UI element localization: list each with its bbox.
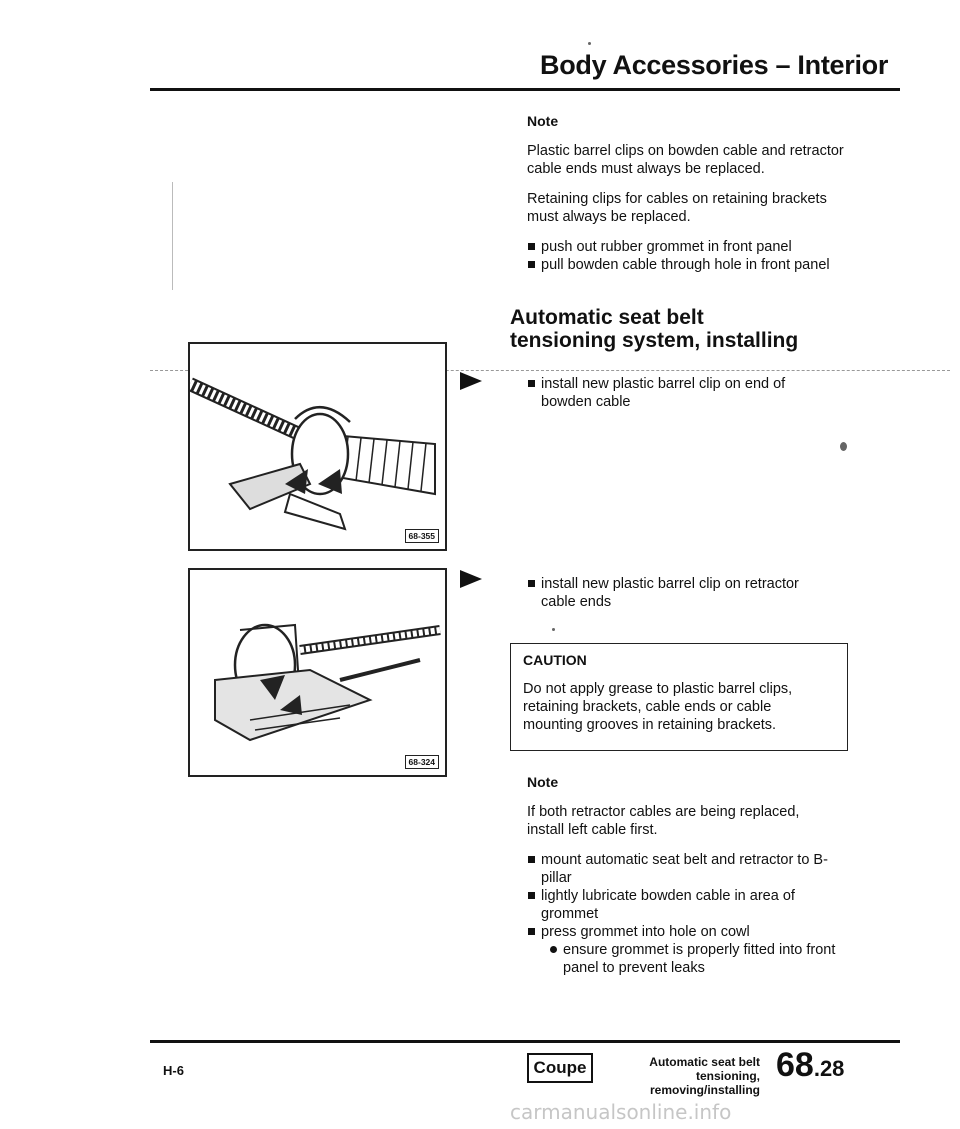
note-paragraph: Retaining clips for cables on retaining brackets must always be replaced. — [527, 191, 827, 225]
list-item: pull bowden cable through hole in front panel — [527, 256, 847, 274]
figure-pointer-arrow-icon — [460, 570, 482, 588]
page-header-title: Body Accessories – Interior — [540, 50, 889, 80]
note-label: Note — [527, 113, 559, 129]
figure-bowden-cable-clip — [188, 342, 447, 551]
bullet-list — [527, 851, 847, 977]
footer-rule — [150, 1040, 900, 1043]
caution-box — [510, 643, 848, 751]
step-install-bowden-clip — [527, 375, 837, 411]
section-title: Automatic seat belt tensioning system, installing — [510, 306, 799, 352]
model-badge: Coupe — [527, 1053, 593, 1083]
note-block-bottom — [527, 773, 857, 977]
list-item-text: press grommet into hole on cowl — [541, 924, 750, 940]
caution-body: Do not apply grease to plastic barrel clips, retaining brackets, cable ends or cable mounting grooves in retaining brackets. — [523, 681, 793, 733]
bowden-cable-clip-illustration — [190, 344, 445, 549]
note-label: Note — [527, 774, 559, 790]
list-item: install new plastic barrel clip on end of bowden cable — [527, 375, 837, 411]
scan-speck — [840, 442, 847, 451]
figure-tag: 68-355 — [405, 529, 439, 543]
list-item: mount automatic seat belt and retractor to B-pillar — [527, 851, 847, 887]
bullet-list — [527, 238, 847, 274]
list-item: install new plastic barrel clip on retractor cable ends — [527, 575, 837, 611]
figure-pointer-arrow-icon — [460, 372, 482, 390]
footer-description — [600, 1055, 760, 1097]
list-item: lightly lubricate bowden cable in area of grommet — [527, 887, 847, 923]
note-paragraph: Plastic barrel clips on bowden cable and retractor cable ends must always be replaced. — [527, 143, 844, 177]
page-number-minor: .28 — [813, 1056, 845, 1081]
footer-description-line: removing/installing — [649, 1083, 760, 1097]
figure-retractor-cable-clip — [188, 568, 447, 777]
page-number-major: 68 — [776, 1046, 814, 1084]
figure-tag: 68-324 — [405, 755, 439, 769]
watermark: carmanualsonline.info — [510, 1100, 732, 1124]
footer-description-line: Automatic seat belt tensioning, — [649, 1055, 760, 1083]
list-item: push out rubber grommet in front panel — [527, 238, 847, 256]
page-number — [776, 1046, 844, 1085]
sub-bullet-list — [541, 941, 847, 977]
scan-speck — [552, 628, 555, 631]
sub-list-item: ensure grommet is properly fitted into front panel to prevent leaks — [549, 941, 847, 977]
footer-code: H-6 — [163, 1063, 184, 1078]
step-install-retractor-clip — [527, 575, 837, 611]
note-paragraph: If both retractor cables are being replaced, install left cable first. — [527, 804, 800, 838]
note-block-top — [527, 112, 847, 274]
caution-title: CAUTION — [523, 652, 587, 668]
header-rule — [150, 88, 900, 91]
list-item — [527, 923, 847, 977]
scan-line-artifact — [172, 182, 173, 290]
retractor-cable-clip-illustration — [190, 570, 445, 775]
scan-speck — [588, 42, 591, 45]
